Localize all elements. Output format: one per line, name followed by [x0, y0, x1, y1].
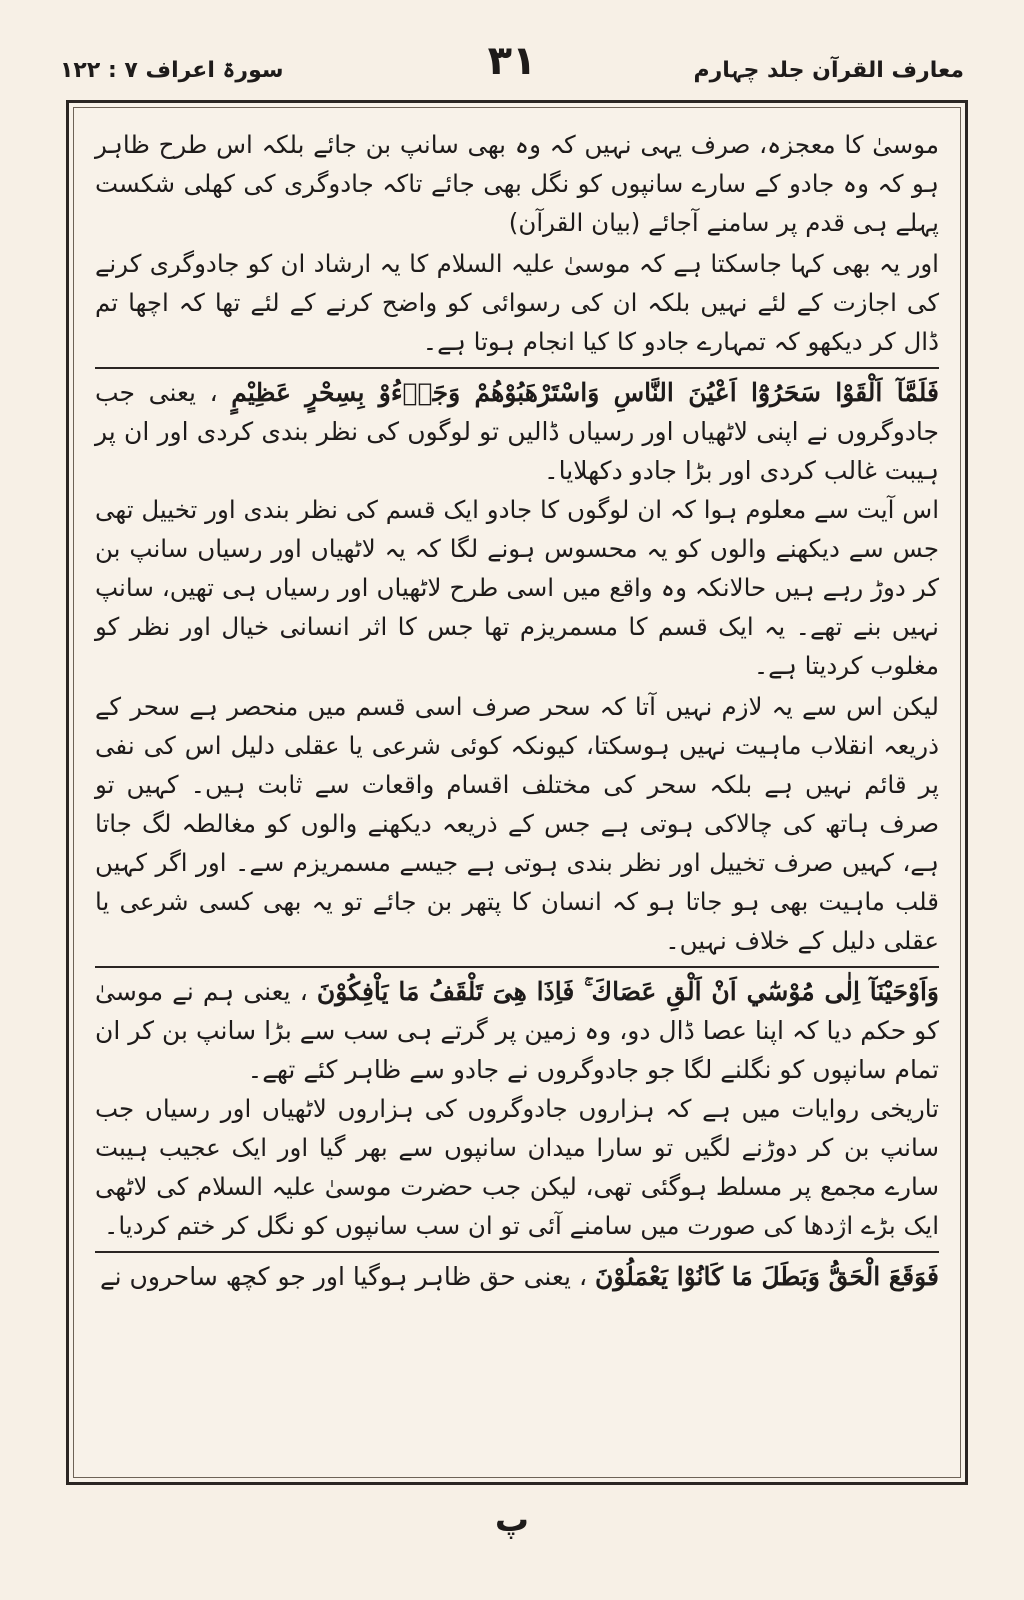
verse-1-translation: ، یعنی جب جادوگروں نے اپنی لاٹھیاں اور رسیاں ڈالیں تو لوگوں کی نظر بندی کردی اور ان پر ہیبت غالب کردی اور بڑا جادو دکھلایا۔	[95, 378, 939, 485]
verse-3-translation: ، یعنی حق ظاہر ہوگیا اور جو کچھ ساحروں نے	[99, 1262, 588, 1291]
paragraph-4: لیکن اس سے یہ لازم نہیں آتا کہ سحر صرف اسی قسم میں منحصر ہے سحر کے ذریعہ انقلاب ماہیت نہیں ہوسکتا، کیونکہ کوئی شرعی یا عقلی دلیل اس کی نفی پر قائم نہیں ہے بلکہ سحر کی مختلف اقسام واقعات سے ثابت ہیں۔ کہیں تو صرف ہاتھ کی چالاکی ہوتی ہے جس کے ذریعہ دیکھنے والوں کو مغالطہ لگ جاتا ہے، کہیں صرف تخییل اور نظر بندی ہوتی ہے جیسے مسمریزم سے۔ اور اگر کہیں قلب ماہیت بھی ہو جاتا ہو کہ انسان کا پتھر بن جائے تو یہ بھی کسی شرعی یا عقلی دلیل کے خلاف نہیں۔	[95, 692, 939, 955]
page-number: ۳۱	[487, 38, 537, 84]
paragraph-1: موسیٰ کا معجزہ، صرف یہی نہیں کہ وہ بھی سانپ بن جائے بلکہ اس طرح ظاہر ہو کہ وہ جادو کے سارے سانپوں کو نگل بھی جائے تاکہ جادوگری کی کھلی شکست پہلے ہی قدم پر سامنے آجائے (بیان القرآن)	[95, 130, 939, 237]
paragraph-2: اور یہ بھی کہا جاسکتا ہے کہ موسیٰ علیہ السلام کا یہ ارشاد ان کو جادوگری کرنے کی اجازت کے لئے نہیں بلکہ ان کی رسوائی کو واضح کرنے کے لئے تھا کہ اچھا تم ڈال کر دیکھو کہ تمہارے جادو کا کیا انجام ہوتا ہے۔	[95, 249, 939, 356]
quran-verse-2	[95, 966, 939, 1089]
verse-2-arabic: وَاَوْحَيْنَآ اِلٰى مُوْسٰٓي اَنْ اَلْقِ عَصَاكَ ۚ فَاِذَا هِىَ تَلْقَفُ مَا يَاْفِكُوْنَ	[316, 977, 940, 1006]
page-frame	[66, 100, 968, 1485]
surah-reference: سورۃ اعراف ۷ : ۱۲۲	[60, 58, 284, 83]
page-body	[95, 125, 939, 1296]
page-header	[40, 38, 984, 94]
quran-verse-1	[95, 367, 939, 490]
footer-marker: پ	[494, 1500, 530, 1540]
paragraph-5: تاریخی روایات میں ہے کہ ہزاروں جادوگروں کی ہزاروں لاٹھیاں اور رسیاں جب سانپ بن کر دوڑنے لگیں تو سارا میدان سانپوں سے بھر گیا اور ایک عجیب ہیبت سارے مجمع پر مسلط ہوگئی تھی، لیکن جب حضرت موسیٰ علیہ السلام کی لاٹھی ایک بڑے اژدھا کی صورت میں سامنے آئی تو ان سب سانپوں کو نگل کر ختم کردیا۔	[95, 1094, 939, 1240]
paragraph-3: اس آیت سے معلوم ہوا کہ ان لوگوں کا جادو ایک قسم کی نظر بندی اور تخییل تھی جس سے دیکھنے والوں کو یہ محسوس ہونے لگا کہ یہ لاٹھیاں اور رسیاں سانپ بن کر دوڑ رہے ہیں حالانکہ وہ واقع میں اسی طرح لاٹھیاں اور رسیاں ہی تھیں، سانپ نہیں بنے تھے۔ یہ ایک قسم کا مسمریزم تھا جس کا اثر انسانی خیال اور نظر کو مغلوب کردیتا ہے۔	[95, 495, 939, 680]
verse-2-translation: ، یعنی ہم نے موسیٰ کو حکم دیا کہ اپنا عصا ڈال دو، وہ زمین پر گرتے ہی سب سے بڑا سانپ بن کر ان تمام سانپوں کو نگلنے لگا جو جادوگروں نے جادو سے ظاہر کئے تھے۔	[95, 977, 939, 1084]
quran-verse-3	[95, 1251, 939, 1296]
verse-3-arabic: فَوَقَعَ الْحَقُّ وَبَطَلَ مَا كَانُوْا يَعْمَلُوْنَ	[594, 1262, 939, 1291]
verse-1-arabic: فَلَمَّآ اَلْقَوْا سَحَرُوْٓا اَعْيُنَ النَّاسِ وَاسْتَرْهَبُوْهُمْ وَجَاۗءُوْ بِسِحْرٍ عَظِيْمٍ	[231, 378, 939, 407]
book-title: معارف القرآن جلد چہارم	[693, 58, 964, 83]
